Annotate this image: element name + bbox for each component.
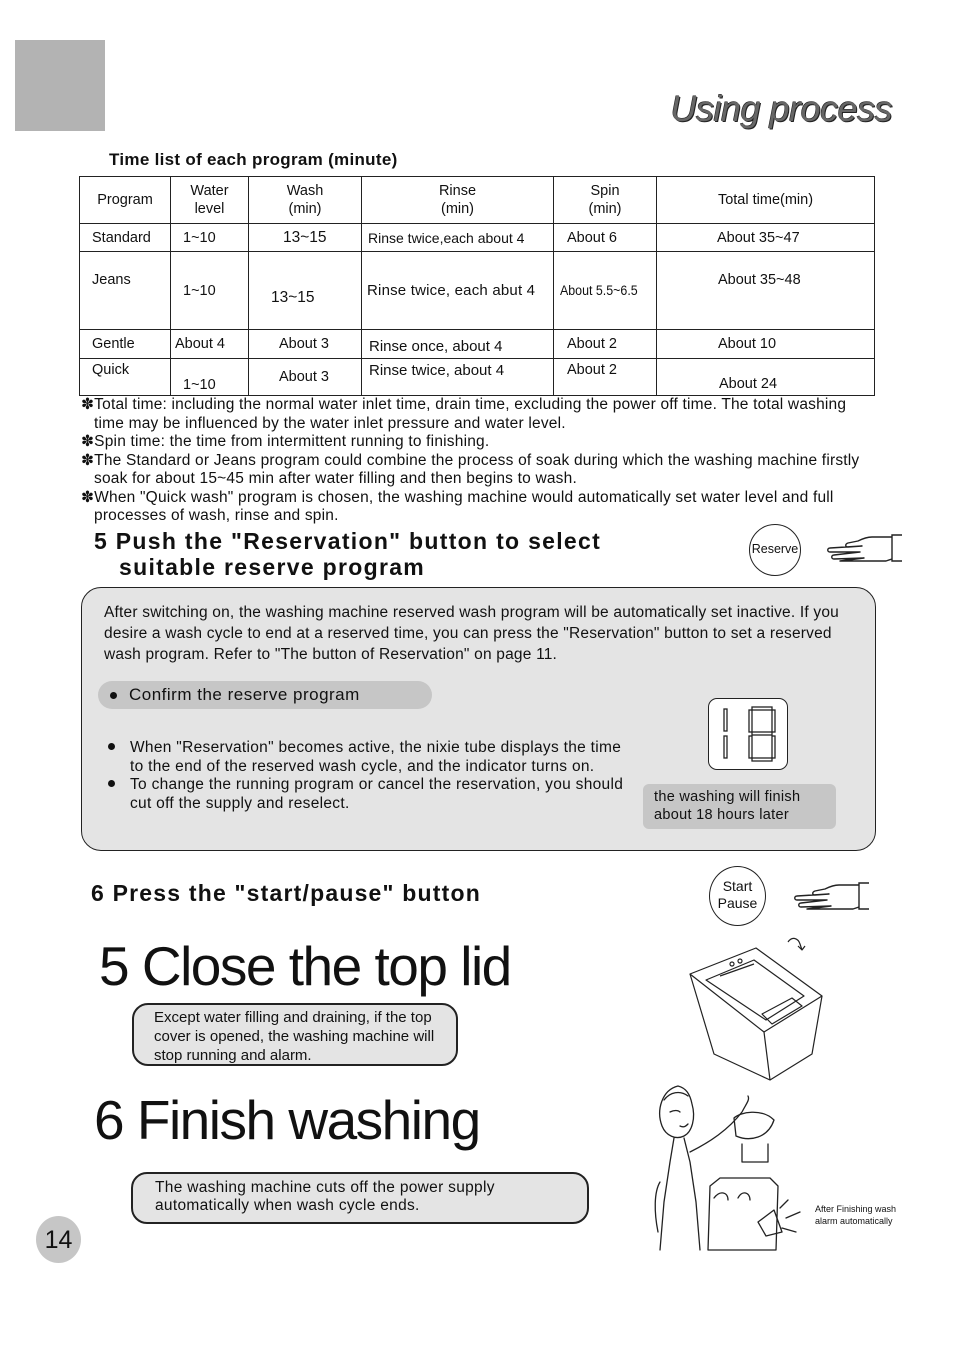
table-cell: About 3 (249, 359, 362, 396)
column-header: Total time(min) (657, 177, 875, 224)
corner-tab-block (15, 40, 105, 131)
heading-line: suitable reserve program (119, 554, 426, 580)
table-cell: About 24 (657, 359, 875, 396)
column-header: Program (80, 177, 171, 224)
pressing-hand-icon (791, 880, 871, 912)
column-header: Water level (171, 177, 249, 224)
column-header: Rinse (min) (362, 177, 554, 224)
column-header: Spin (min) (554, 177, 657, 224)
table-cell: About 3 (249, 330, 362, 359)
table-cell: Rinse twice, about 4 (362, 359, 554, 396)
table-cell: Jeans (80, 252, 171, 330)
list-item (108, 775, 628, 813)
table-row (80, 330, 875, 359)
table-cell: About 4 (171, 330, 249, 359)
table-cell: 13~15 (249, 224, 362, 252)
table-cell: About 6 (554, 224, 657, 252)
reservation-bullets (108, 738, 628, 812)
table-cell: 1~10 (171, 224, 249, 252)
reservation-intro-text: After switching on, the washing machine reserved wash program will be automatically set inactive. If you desire a wash cycle to end at a reserved time, you can press the "Reservation" button to set a reserved wash program. Refer to "The button of Reservation" on page 11. (104, 604, 839, 663)
caption-line: After Finishing wash (815, 1204, 897, 1214)
reserve-button-illustration: Reserve (749, 524, 801, 576)
display-caption: the washing will finish about 18 hours later (643, 784, 836, 829)
footnote: ✽Total time: including the normal water inlet time, drain time, excluding the power off time. The total washing time may be influenced by the water inlet pressure and water level. (81, 396, 847, 432)
table-cell: About 35~47 (657, 224, 875, 252)
footnotes (81, 396, 871, 526)
seven-segment-digits (709, 699, 787, 769)
bullet-dot-icon (108, 780, 115, 787)
table-cell: Rinse twice,each about 4 (362, 224, 554, 252)
table-cell: Quick (80, 359, 171, 396)
close-lid-note: Except water filling and draining, if the top cover is opened, the washing machine will stop running and alarm. (132, 1003, 458, 1066)
table-cell: 13~15 (249, 252, 362, 330)
bullet-dot-icon (108, 743, 115, 750)
washing-machine-illustration (684, 936, 829, 1084)
table-cell: About 5.5~6.5 (554, 252, 649, 330)
nixie-display (708, 698, 788, 770)
list-item (108, 738, 628, 776)
step-heading-close-lid: 5 Close the top lid (99, 935, 511, 997)
section-heading-start-pause: 6 Press the "start/pause" button (91, 880, 481, 906)
table-cell: About 10 (657, 330, 875, 359)
table-cell: Rinse once, about 4 (362, 330, 554, 359)
table-row (80, 252, 875, 330)
bullet-text: To change the running program or cancel the reservation, you should cut off the supply and reselect. (130, 776, 624, 812)
finish-washing-note: The washing machine cuts off the power supply automatically when wash cycle ends. (131, 1172, 589, 1224)
bullet-dot-icon (110, 692, 117, 699)
start-pause-button-illustration (709, 866, 766, 926)
table-cell: About 2 (554, 359, 657, 396)
step-heading-finish-washing: 6 Finish washing (94, 1089, 480, 1151)
pressing-hand-icon (824, 532, 904, 564)
table-row (80, 224, 875, 252)
button-label: Pause (717, 895, 758, 911)
footnote: ✽When "Quick wash" program is chosen, the washing machine would automatically set water level and full processes of wash, rinse and spin. (81, 488, 834, 524)
table-title: Time list of each program (minute) (109, 150, 398, 169)
section-heading-reservation (94, 528, 601, 580)
table-row (80, 359, 875, 396)
caption-line: alarm automatically (815, 1216, 893, 1226)
table-cell: Rinse twice, each abut 4 (362, 252, 554, 330)
alarm-caption (815, 1203, 896, 1227)
table-cell: 1~10 (171, 252, 249, 330)
column-header: Wash (min) (249, 177, 362, 224)
table-cell: About 2 (554, 330, 657, 359)
reservation-info-panel (81, 587, 876, 851)
heading-line: 5 Push the "Reservation" button to select (94, 528, 602, 554)
table-cell: Gentle (80, 330, 171, 359)
confirm-reserve-text: Confirm the reserve program (129, 685, 360, 704)
confirm-reserve-label (98, 681, 432, 709)
footnote: ✽The Standard or Jeans program could combine the process of soak during which the washing machine firstly soak for about 15~45 min after water filling and then begins to wash. (81, 451, 860, 487)
page-heading: Using process (670, 88, 892, 129)
footnote: ✽Spin time: the time from intermittent running to finishing. (81, 433, 490, 450)
woman-with-laundry-illustration (650, 1082, 810, 1252)
program-time-table (79, 176, 875, 396)
button-label: Start (722, 878, 753, 894)
table-cell: 1~10 (171, 359, 249, 396)
bullet-text: When "Reservation" becomes active, the nixie tube displays the time to the end of the reserved wash cycle, and the indicator turns on. (130, 739, 622, 775)
page-number-badge: 14 (36, 1216, 81, 1263)
table-cell: Standard (80, 224, 171, 252)
table-cell: About 35~48 (657, 252, 875, 330)
table-header-row (80, 177, 875, 224)
